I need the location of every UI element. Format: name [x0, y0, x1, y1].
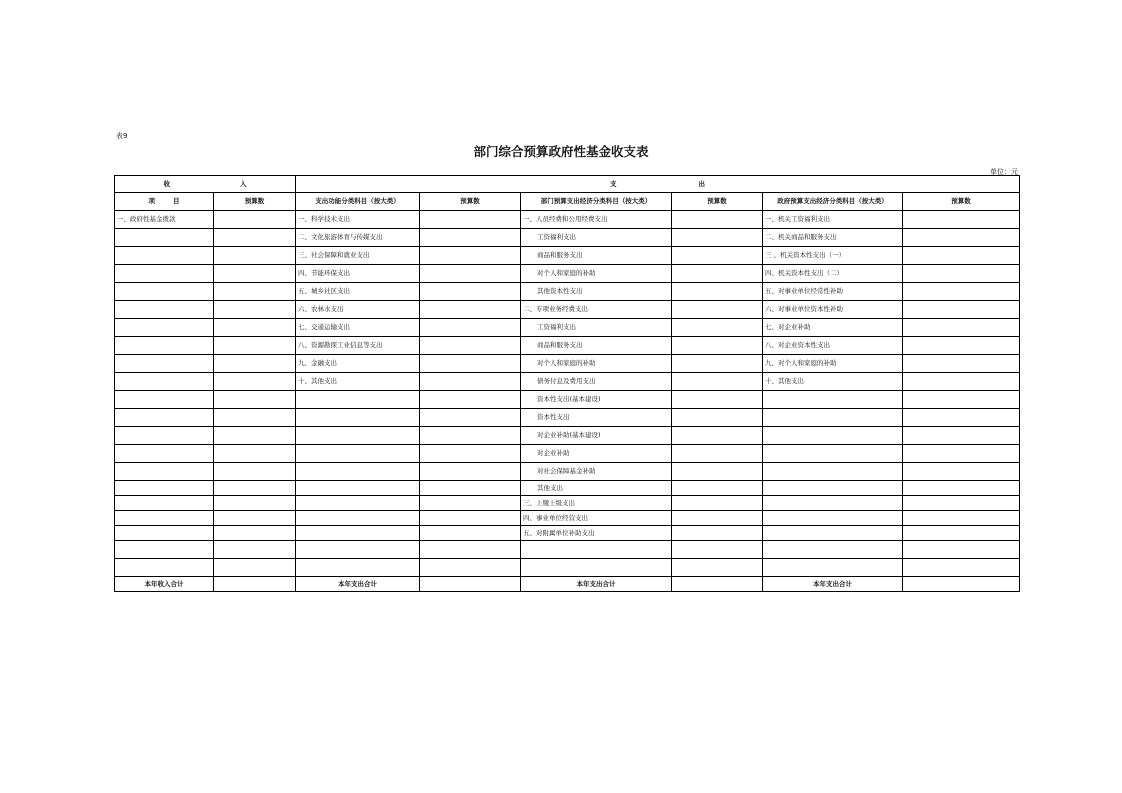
gov-econ-class-cell: [763, 247, 903, 265]
income-amount-cell: [214, 496, 296, 511]
section-header-row: [115, 176, 1020, 193]
dept-econ-class-cell: [521, 511, 672, 526]
cell-text: 九、金融支出: [298, 359, 337, 367]
func-class-cell: [296, 559, 420, 577]
dept-econ-class-cell: [521, 373, 672, 391]
gov-econ-class-cell: [763, 337, 903, 355]
income-item-cell: [115, 559, 214, 577]
table-row: [115, 526, 1020, 541]
dept-econ-class-cell: [521, 496, 672, 511]
func-amount-cell: [420, 427, 521, 445]
func-class-cell: [296, 409, 420, 427]
dept-amount-cell: [672, 511, 763, 526]
func-amount-cell: [420, 526, 521, 541]
dept-econ-class-cell: [521, 409, 672, 427]
dept-amount-cell: [672, 445, 763, 463]
table-row: [115, 496, 1020, 511]
gov-amount-cell: [903, 265, 1020, 283]
cell-text: 一、科学技术支出: [298, 215, 350, 223]
table-row: [115, 319, 1020, 337]
dept-amount-cell: [672, 211, 763, 229]
dept-amount-cell: [672, 355, 763, 373]
func-amount-cell: [420, 463, 521, 481]
table-row: [115, 229, 1020, 247]
dept-amount-cell: [672, 496, 763, 511]
gov-amount-cell: [903, 463, 1020, 481]
table-row: [115, 445, 1020, 463]
func-amount-cell: [420, 319, 521, 337]
dept-total-amount: [672, 577, 763, 592]
dept-econ-class-cell: [521, 283, 672, 301]
func-class-cell: [296, 526, 420, 541]
cell-text: 三、上缴上级支出: [523, 498, 575, 507]
cell-text: 十、其他支出: [298, 377, 337, 385]
gov-amount-cell: [903, 373, 1020, 391]
col-header-income-amount: 预算数: [214, 193, 296, 211]
income-item-cell: [115, 511, 214, 526]
income-amount-cell: [214, 247, 296, 265]
income-section-char-1: 收: [163, 179, 170, 188]
income-amount-cell: [214, 526, 296, 541]
gov-amount-cell: [903, 391, 1020, 409]
cell-text: 其他资本性支出: [537, 287, 583, 295]
dept-econ-class-cell: [521, 265, 672, 283]
income-item-cell: [115, 265, 214, 283]
cell-text: 债务付息及费用支出: [537, 377, 596, 385]
gov-econ-class-cell: [763, 265, 903, 283]
table-row: [115, 541, 1020, 559]
table-number: 表9: [116, 132, 128, 140]
income-amount-cell: [214, 463, 296, 481]
totals-row: [115, 577, 1020, 592]
table-row: [115, 265, 1020, 283]
func-amount-cell: [420, 337, 521, 355]
dept-econ-class-cell: [521, 247, 672, 265]
func-class-cell: [296, 319, 420, 337]
income-item-cell: [115, 229, 214, 247]
func-class-cell: [296, 211, 420, 229]
dept-amount-cell: [672, 283, 763, 301]
dept-amount-cell: [672, 463, 763, 481]
col-header-dept-econ-class: 部门预算支出经济分类科目（按大类）: [521, 193, 672, 211]
dept-amount-cell: [672, 391, 763, 409]
income-item-cell: [115, 373, 214, 391]
cell-text: 十、其他支出: [765, 377, 804, 385]
dept-econ-class-cell: [521, 526, 672, 541]
gov-econ-class-cell: [763, 541, 903, 559]
income-amount-cell: [214, 427, 296, 445]
func-amount-cell: [420, 409, 521, 427]
dept-amount-cell: [672, 373, 763, 391]
gov-amount-cell: [903, 211, 1020, 229]
income-amount-cell: [214, 511, 296, 526]
gov-econ-class-cell: [763, 229, 903, 247]
table-row: [115, 355, 1020, 373]
func-amount-cell: [420, 391, 521, 409]
cell-text: 六、农林水支出: [298, 305, 344, 313]
gov-econ-class-cell: [763, 427, 903, 445]
cell-text: 九、对个人和家庭的补助: [765, 359, 837, 367]
func-class-cell: [296, 229, 420, 247]
page-title: 部门综合预算政府性基金收支表: [473, 144, 649, 159]
table-row: [115, 559, 1020, 577]
cell-text: 四、事业单位经营支出: [523, 513, 588, 522]
income-item-cell: [115, 319, 214, 337]
income-amount-cell: [214, 211, 296, 229]
dept-econ-class-cell: [521, 211, 672, 229]
cell-text: 三、社会保障和就业支出: [298, 251, 370, 259]
cell-text: 八、对企业资本性支出: [765, 341, 830, 349]
dept-amount-cell: [672, 427, 763, 445]
dept-econ-class-cell: [521, 541, 672, 559]
cell-text: 一、政府性基金拨款: [117, 215, 176, 223]
dept-amount-cell: [672, 337, 763, 355]
income-item-cell: [115, 463, 214, 481]
func-class-cell: [296, 496, 420, 511]
gov-amount-cell: [903, 283, 1020, 301]
gov-amount-cell: [903, 541, 1020, 559]
func-class-cell: [296, 337, 420, 355]
expense-section-char-2: 出: [698, 179, 706, 188]
dept-amount-cell: [672, 481, 763, 496]
dept-amount-cell: [672, 541, 763, 559]
dept-total-label: 本年支出合计: [521, 577, 672, 592]
dept-econ-class-cell: [521, 337, 672, 355]
func-amount-cell: [420, 481, 521, 496]
income-amount-cell: [214, 265, 296, 283]
gov-amount-cell: [903, 337, 1020, 355]
income-item-cell: [115, 337, 214, 355]
func-amount-cell: [420, 283, 521, 301]
cell-text: 一、人员经费和公用经费支出: [523, 215, 608, 223]
func-class-cell: [296, 463, 420, 481]
dept-econ-class-cell: [521, 445, 672, 463]
gov-amount-cell: [903, 229, 1020, 247]
cell-text: 商品和服务支出: [537, 341, 583, 349]
gov-amount-cell: [903, 427, 1020, 445]
func-amount-cell: [420, 511, 521, 526]
gov-total-label: 本年支出合计: [763, 577, 903, 592]
func-amount-cell: [420, 355, 521, 373]
income-section-char-2: 入: [240, 179, 247, 188]
gov-amount-cell: [903, 301, 1020, 319]
table-row: [115, 481, 1020, 496]
func-amount-cell: [420, 559, 521, 577]
dept-amount-cell: [672, 229, 763, 247]
cell-text: 工资福利支出: [537, 323, 576, 331]
income-section-header: [115, 176, 296, 193]
table-row: [115, 391, 1020, 409]
func-amount-cell: [420, 445, 521, 463]
dept-amount-cell: [672, 559, 763, 577]
col-header-dept-amount: 预算数: [672, 193, 763, 211]
cell-text: 四、机关资本性支出（二）: [765, 269, 843, 277]
dept-amount-cell: [672, 265, 763, 283]
gov-amount-cell: [903, 526, 1020, 541]
income-total-label: 本年收入合计: [115, 577, 214, 592]
income-amount-cell: [214, 301, 296, 319]
col-header-gov-amount: 预算数: [903, 193, 1020, 211]
dept-amount-cell: [672, 247, 763, 265]
func-amount-cell: [420, 229, 521, 247]
expense-section-header: [296, 176, 1020, 193]
func-class-cell: [296, 301, 420, 319]
gov-econ-class-cell: [763, 355, 903, 373]
income-amount-cell: [214, 283, 296, 301]
income-item-cell: [115, 409, 214, 427]
cell-text: 工资福利支出: [537, 233, 576, 241]
col-header-item: [115, 193, 214, 211]
income-item-cell: [115, 301, 214, 319]
cell-text: 二、文化旅游体育与传媒支出: [298, 233, 383, 241]
cell-text: 对个人和家庭的补助: [537, 359, 596, 367]
gov-econ-class-cell: [763, 301, 903, 319]
table-row: [115, 247, 1020, 265]
dept-econ-class-cell: [521, 559, 672, 577]
func-amount-cell: [420, 265, 521, 283]
cell-text: 五、对附属单位补助支出: [523, 528, 595, 537]
cell-text: 五、对事业单位经常性补助: [765, 287, 843, 295]
gov-amount-cell: [903, 496, 1020, 511]
dept-econ-class-cell: [521, 463, 672, 481]
cell-text: 七、交通运输支出: [298, 323, 350, 331]
column-header-row: [115, 193, 1020, 211]
income-item-cell: [115, 427, 214, 445]
func-class-cell: [296, 265, 420, 283]
func-class-cell: [296, 511, 420, 526]
budget-table: [114, 175, 1020, 592]
func-class-cell: [296, 283, 420, 301]
col-header-item-char-1: 项: [148, 197, 155, 205]
dept-amount-cell: [672, 301, 763, 319]
cell-text: 四、节能环保支出: [298, 269, 350, 277]
income-item-cell: [115, 526, 214, 541]
func-total-amount: [420, 577, 521, 592]
gov-econ-class-cell: [763, 211, 903, 229]
dept-econ-class-cell: [521, 355, 672, 373]
gov-amount-cell: [903, 559, 1020, 577]
func-class-cell: [296, 481, 420, 496]
col-header-func-class: 支出功能分类科目（按大类）: [296, 193, 420, 211]
gov-econ-class-cell: [763, 511, 903, 526]
func-amount-cell: [420, 496, 521, 511]
gov-econ-class-cell: [763, 391, 903, 409]
table-row: [115, 211, 1020, 229]
cell-text: 二、专项业务经费支出: [523, 305, 588, 313]
income-amount-cell: [214, 355, 296, 373]
cell-text: 七、对企业补助: [765, 323, 811, 331]
gov-econ-class-cell: [763, 445, 903, 463]
income-amount-cell: [214, 229, 296, 247]
gov-econ-class-cell: [763, 409, 903, 427]
gov-econ-class-cell: [763, 526, 903, 541]
gov-econ-class-cell: [763, 481, 903, 496]
income-item-cell: [115, 247, 214, 265]
income-item-cell: [115, 283, 214, 301]
table-row: [115, 409, 1020, 427]
income-amount-cell: [214, 481, 296, 496]
func-class-cell: [296, 355, 420, 373]
func-class-cell: [296, 391, 420, 409]
income-amount-cell: [214, 373, 296, 391]
income-total-amount: [214, 577, 296, 592]
func-amount-cell: [420, 541, 521, 559]
func-amount-cell: [420, 373, 521, 391]
dept-econ-class-cell: [521, 319, 672, 337]
cell-text: 对社会保障基金补助: [537, 467, 596, 475]
table-row: [115, 427, 1020, 445]
func-class-cell: [296, 541, 420, 559]
gov-econ-class-cell: [763, 283, 903, 301]
gov-amount-cell: [903, 511, 1020, 526]
cell-text: 对企业补助(基本建设): [537, 431, 601, 439]
gov-econ-class-cell: [763, 463, 903, 481]
income-item-cell: [115, 211, 214, 229]
income-item-cell: [115, 541, 214, 559]
income-amount-cell: [214, 541, 296, 559]
cell-text: 资本性支出(基本建设): [537, 395, 601, 403]
income-item-cell: [115, 481, 214, 496]
cell-text: 一、机关工资福利支出: [765, 215, 830, 223]
dept-econ-class-cell: [521, 301, 672, 319]
col-header-func-amount: 预算数: [420, 193, 521, 211]
func-total-label: 本年支出合计: [296, 577, 420, 592]
cell-text: 八、资源勘探工业信息等支出: [298, 341, 383, 349]
col-header-item-char-2: 目: [173, 197, 180, 205]
gov-econ-class-cell: [763, 496, 903, 511]
cell-text: 商品和服务支出: [537, 251, 583, 259]
cell-text: 六、对事业单位资本性补助: [765, 305, 843, 313]
cell-text: 其他支出: [537, 483, 563, 492]
table-row: [115, 373, 1020, 391]
income-amount-cell: [214, 391, 296, 409]
table-row: [115, 511, 1020, 526]
income-amount-cell: [214, 409, 296, 427]
func-amount-cell: [420, 211, 521, 229]
gov-amount-cell: [903, 409, 1020, 427]
gov-amount-cell: [903, 445, 1020, 463]
func-class-cell: [296, 427, 420, 445]
unit-label: 单位：元: [990, 168, 1018, 176]
income-amount-cell: [214, 319, 296, 337]
income-amount-cell: [214, 337, 296, 355]
table-row: [115, 301, 1020, 319]
dept-amount-cell: [672, 526, 763, 541]
func-class-cell: [296, 373, 420, 391]
table-row: [115, 283, 1020, 301]
dept-econ-class-cell: [521, 391, 672, 409]
expense-section-char-1: 支: [610, 179, 617, 188]
dept-econ-class-cell: [521, 229, 672, 247]
dept-amount-cell: [672, 409, 763, 427]
dept-amount-cell: [672, 319, 763, 337]
dept-econ-class-cell: [521, 481, 672, 496]
func-amount-cell: [420, 247, 521, 265]
table-row: [115, 463, 1020, 481]
cell-text: 资本性支出: [537, 413, 570, 421]
col-header-gov-econ-class: 政府预算支出经济分类科目（按大类）: [763, 193, 903, 211]
func-class-cell: [296, 445, 420, 463]
table-row: [115, 337, 1020, 355]
gov-econ-class-cell: [763, 373, 903, 391]
gov-amount-cell: [903, 355, 1020, 373]
gov-amount-cell: [903, 481, 1020, 496]
func-class-cell: [296, 247, 420, 265]
income-item-cell: [115, 496, 214, 511]
income-item-cell: [115, 355, 214, 373]
gov-amount-cell: [903, 319, 1020, 337]
gov-amount-cell: [903, 247, 1020, 265]
income-item-cell: [115, 391, 214, 409]
func-amount-cell: [420, 301, 521, 319]
cell-text: 三 、机关资本性支出（一）: [765, 251, 846, 259]
cell-text: 对企业补助: [537, 449, 570, 457]
gov-econ-class-cell: [763, 559, 903, 577]
income-amount-cell: [214, 445, 296, 463]
income-amount-cell: [214, 559, 296, 577]
gov-econ-class-cell: [763, 319, 903, 337]
cell-text: 五、城乡社区支出: [298, 287, 350, 295]
gov-total-amount: [903, 577, 1020, 592]
dept-econ-class-cell: [521, 427, 672, 445]
cell-text: 二、机关商品和服务支出: [765, 233, 837, 241]
income-item-cell: [115, 445, 214, 463]
cell-text: 对个人和家庭的补助: [537, 269, 596, 277]
